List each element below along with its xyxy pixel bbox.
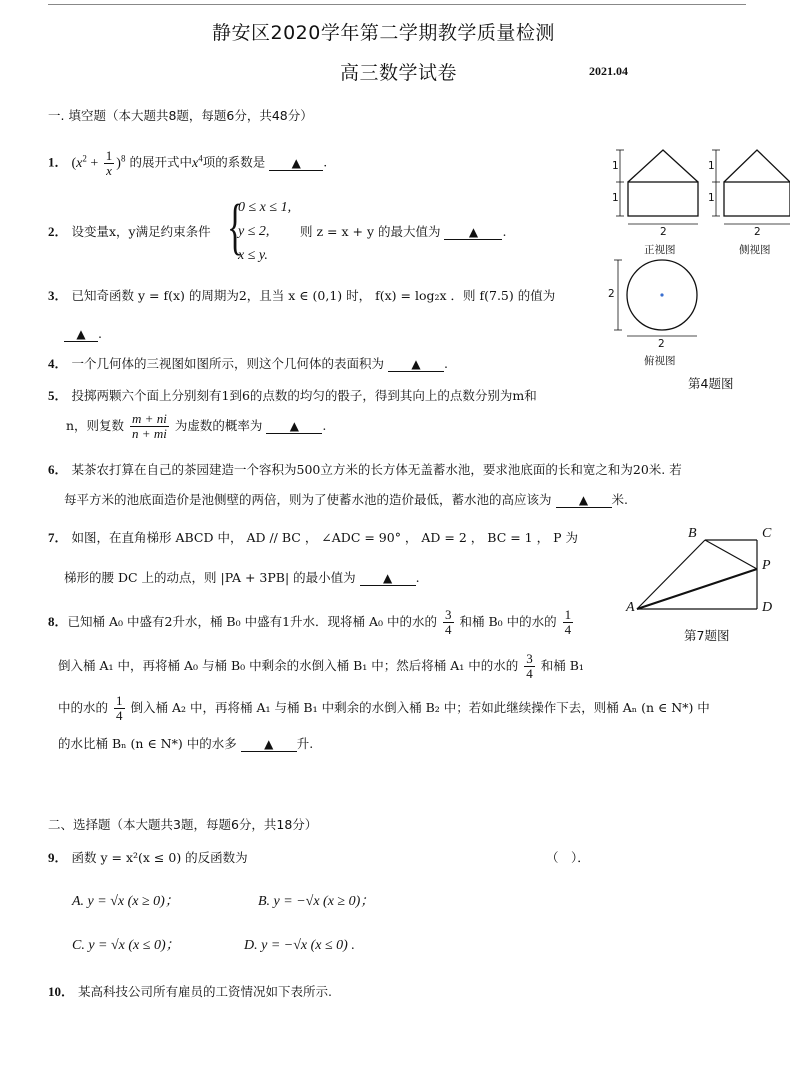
question-9 [48, 848, 248, 868]
question-number: 6． [48, 462, 68, 477]
dim-label-1c: 1 [708, 160, 715, 172]
dim-label-2a: 2 [660, 226, 667, 238]
fraction-1-4: $\frac{1}{4}$ [116, 693, 123, 723]
question-8-line2 [58, 652, 584, 681]
question-text: 投掷两颗六个面上分别刻有1到6的点数的均匀的骰子，得到其向上的点数分别为m和 [71, 388, 537, 403]
question-text: 设变量x，y满足约束条件 [71, 224, 211, 239]
question-7-line2 [64, 568, 420, 588]
exam-title: 静安区2020学年第二学期教学质量检测 [212, 22, 555, 44]
top-view [627, 260, 697, 330]
question-4 [48, 354, 448, 374]
answer-blank[interactable]: ▲ [266, 419, 322, 434]
figure-4-caption: 第4题图 [688, 376, 734, 391]
point-b-label: B [688, 526, 697, 541]
question-text: 一个几何体的三视图如图所示，则这个几何体的表面积为 [71, 356, 385, 371]
period: . [502, 224, 507, 239]
period: . [322, 418, 327, 433]
question-text: 为虚数的概率为 [174, 418, 263, 433]
question-text: 函数 y = x²(x ≤ 0) 的反函数为 [71, 850, 248, 865]
constraint-3: x ≤ y. [238, 248, 268, 263]
section-2-heading: 二、选择题（本大题共3题，每题6分，共18分） [48, 817, 318, 832]
constraint-2: y ≤ 2, [238, 224, 270, 239]
question-text: 和桶 B₀ 中的水的 [459, 614, 557, 629]
dim-label-2d: 2 [658, 338, 665, 350]
constraint-1: 0 ≤ x ≤ 1, [238, 200, 292, 215]
point-p-label: P [762, 558, 771, 573]
question-8 [48, 608, 575, 637]
top-rule [48, 4, 746, 5]
front-view-label: 正视图 [644, 244, 676, 256]
top-view-dimensions [614, 260, 697, 336]
exam-date: 2021.04 [589, 64, 628, 78]
period: . [415, 570, 420, 585]
question-text-2: 项的系数是 [202, 154, 266, 170]
fraction-1-4: $\frac{1}{4}$ [564, 607, 572, 637]
period: . [98, 326, 102, 341]
option-a[interactable]: A. y = √x (x ≥ 0)； [72, 894, 179, 909]
question-number: 8． [48, 614, 68, 629]
top-view-label: 俯视图 [644, 355, 676, 367]
option-d[interactable]: D. y = −√x (x ≤ 0) . [244, 938, 355, 953]
question-text: 倒入桶 A₁ 中，再将桶 A₀ 与桶 B₀ 中剩余的水倒入桶 B₁ 中；然后将桶 A₁ 中的水的 [58, 658, 519, 673]
question-text-2: 则 z = x + y 的最大值为 [300, 224, 441, 239]
question-text: 每平方米的池底面造价是池侧壁的两倍，则为了使蓄水池的造价最低，蓄水池的高应该为 [64, 492, 552, 507]
answer-blank[interactable]: ▲ [360, 571, 416, 586]
question-text: 倒入桶 A₂ 中，再将桶 A₁ 与桶 B₁ 中剩余的水倒入桶 B₂ 中；若如此继续操作下去，则桶 Aₙ (n ∈ N*) 中 [130, 700, 710, 715]
question-text: n，则复数 [66, 418, 125, 433]
fraction: $\frac{m + ni}{n + mi}$ [132, 411, 167, 441]
fraction: $\frac{1}{x}$ [105, 147, 113, 178]
unit: 升. [296, 736, 314, 751]
question-text: 某高科技公司所有雇员的工资情况如下表所示. [78, 984, 332, 999]
period: . [323, 154, 328, 170]
question-text: 中的水的 [58, 700, 109, 715]
option-b[interactable]: B. y = −√x (x ≥ 0)； [258, 894, 375, 909]
answer-blank[interactable]: ▲ [269, 156, 323, 171]
option-c[interactable]: C. y = √x (x ≤ 0)； [72, 938, 180, 953]
question-7 [48, 528, 578, 548]
fraction-3-4: $\frac{3}{4}$ [526, 651, 533, 681]
front-view [628, 150, 698, 216]
dim-label-2b: 2 [754, 226, 761, 238]
question-number: 9． [48, 850, 68, 865]
question-8-line4 [58, 734, 313, 754]
point-c-label: C [762, 526, 772, 541]
dim-label-2c: 2 [608, 288, 615, 300]
fraction-3-4: $\frac{3}{4}$ [445, 607, 452, 637]
question-2 [48, 222, 211, 242]
question-8-line3 [58, 694, 710, 723]
point-d-label: D [762, 600, 773, 615]
question-5-line2 [66, 412, 326, 441]
question-text: 和桶 B₁ [540, 658, 584, 673]
exam-subtitle: 高三数学试卷 [340, 62, 458, 84]
question-number: 5． [48, 388, 68, 403]
side-view-label: 侧视图 [739, 244, 771, 256]
answer-blank[interactable]: ▲ [444, 225, 502, 240]
answer-blank[interactable]: ▲ [556, 493, 612, 508]
question-3 [48, 286, 555, 306]
formula: ($x^2$ + [71, 153, 102, 171]
answer-blank[interactable]: ▲ [64, 327, 98, 342]
question-10 [48, 982, 332, 1002]
answer-blank[interactable]: ▲ [241, 737, 297, 752]
question-text: 已知桶 A₀ 中盛有2升水，桶 B₀ 中盛有1升水．现将桶 A₀ 中的水的 [67, 614, 438, 629]
question-text: 的展开式中 [129, 154, 192, 170]
brace: { [227, 193, 244, 261]
unit: 米. [611, 492, 628, 507]
question-text: 的水比桶 Bₙ (n ∈ N*) 中的水多 [58, 736, 237, 751]
question-1: 1． ($x^2$ + $\frac{1}{x}$ )$^8$ 的展开式中$x^4$项的系数是 ▲ . [48, 147, 328, 178]
question-2-tail [300, 222, 506, 242]
question-number: 3． [48, 288, 68, 303]
question-6-line2 [64, 490, 628, 510]
question-text: 梯形的腰 DC 上的动点，则 |PA + 3PB| 的最小值为 [64, 570, 356, 585]
question-text: 如图，在直角梯形 ABCD 中， AD // BC ， ∠ADC = 90° ， AD = 2 ， BC = 1 ， P 为 [71, 530, 578, 545]
question-number: 10． [48, 984, 75, 999]
period: . [444, 356, 448, 371]
answer-paren[interactable]: （ ）． [546, 850, 590, 865]
question-3-answer [64, 324, 102, 344]
dim-label-1b: 1 [612, 192, 619, 204]
section-1-heading: 一. 填空题（本大题共8题，每题6分，共48分） [48, 108, 313, 123]
answer-blank[interactable]: ▲ [388, 357, 444, 372]
figure-4-three-views [604, 140, 790, 390]
side-view [724, 150, 790, 216]
question-number: 2． [48, 224, 68, 239]
question-number: 7． [48, 530, 68, 545]
point-a-label: A [626, 600, 635, 615]
dim-label-1d: 1 [708, 192, 715, 204]
dim-label-1a: 1 [612, 160, 619, 172]
question-number: 4． [48, 356, 68, 371]
question-5 [48, 386, 537, 406]
question-text: 某茶农打算在自己的茶园建造一个容积为500立方米的长方体无盖蓄水池，要求池底面的长和宽之和为20米. 若 [71, 462, 682, 477]
question-text: 已知奇函数 y = f(x) 的周期为2，且当 x ∈ (0,1) 时， f(x) = log₂x ．则 f(7.5) 的值为 [71, 288, 556, 303]
figure-7-caption: 第7题图 [684, 628, 730, 643]
question-number: 1． [48, 154, 68, 170]
question-6 [48, 460, 682, 480]
